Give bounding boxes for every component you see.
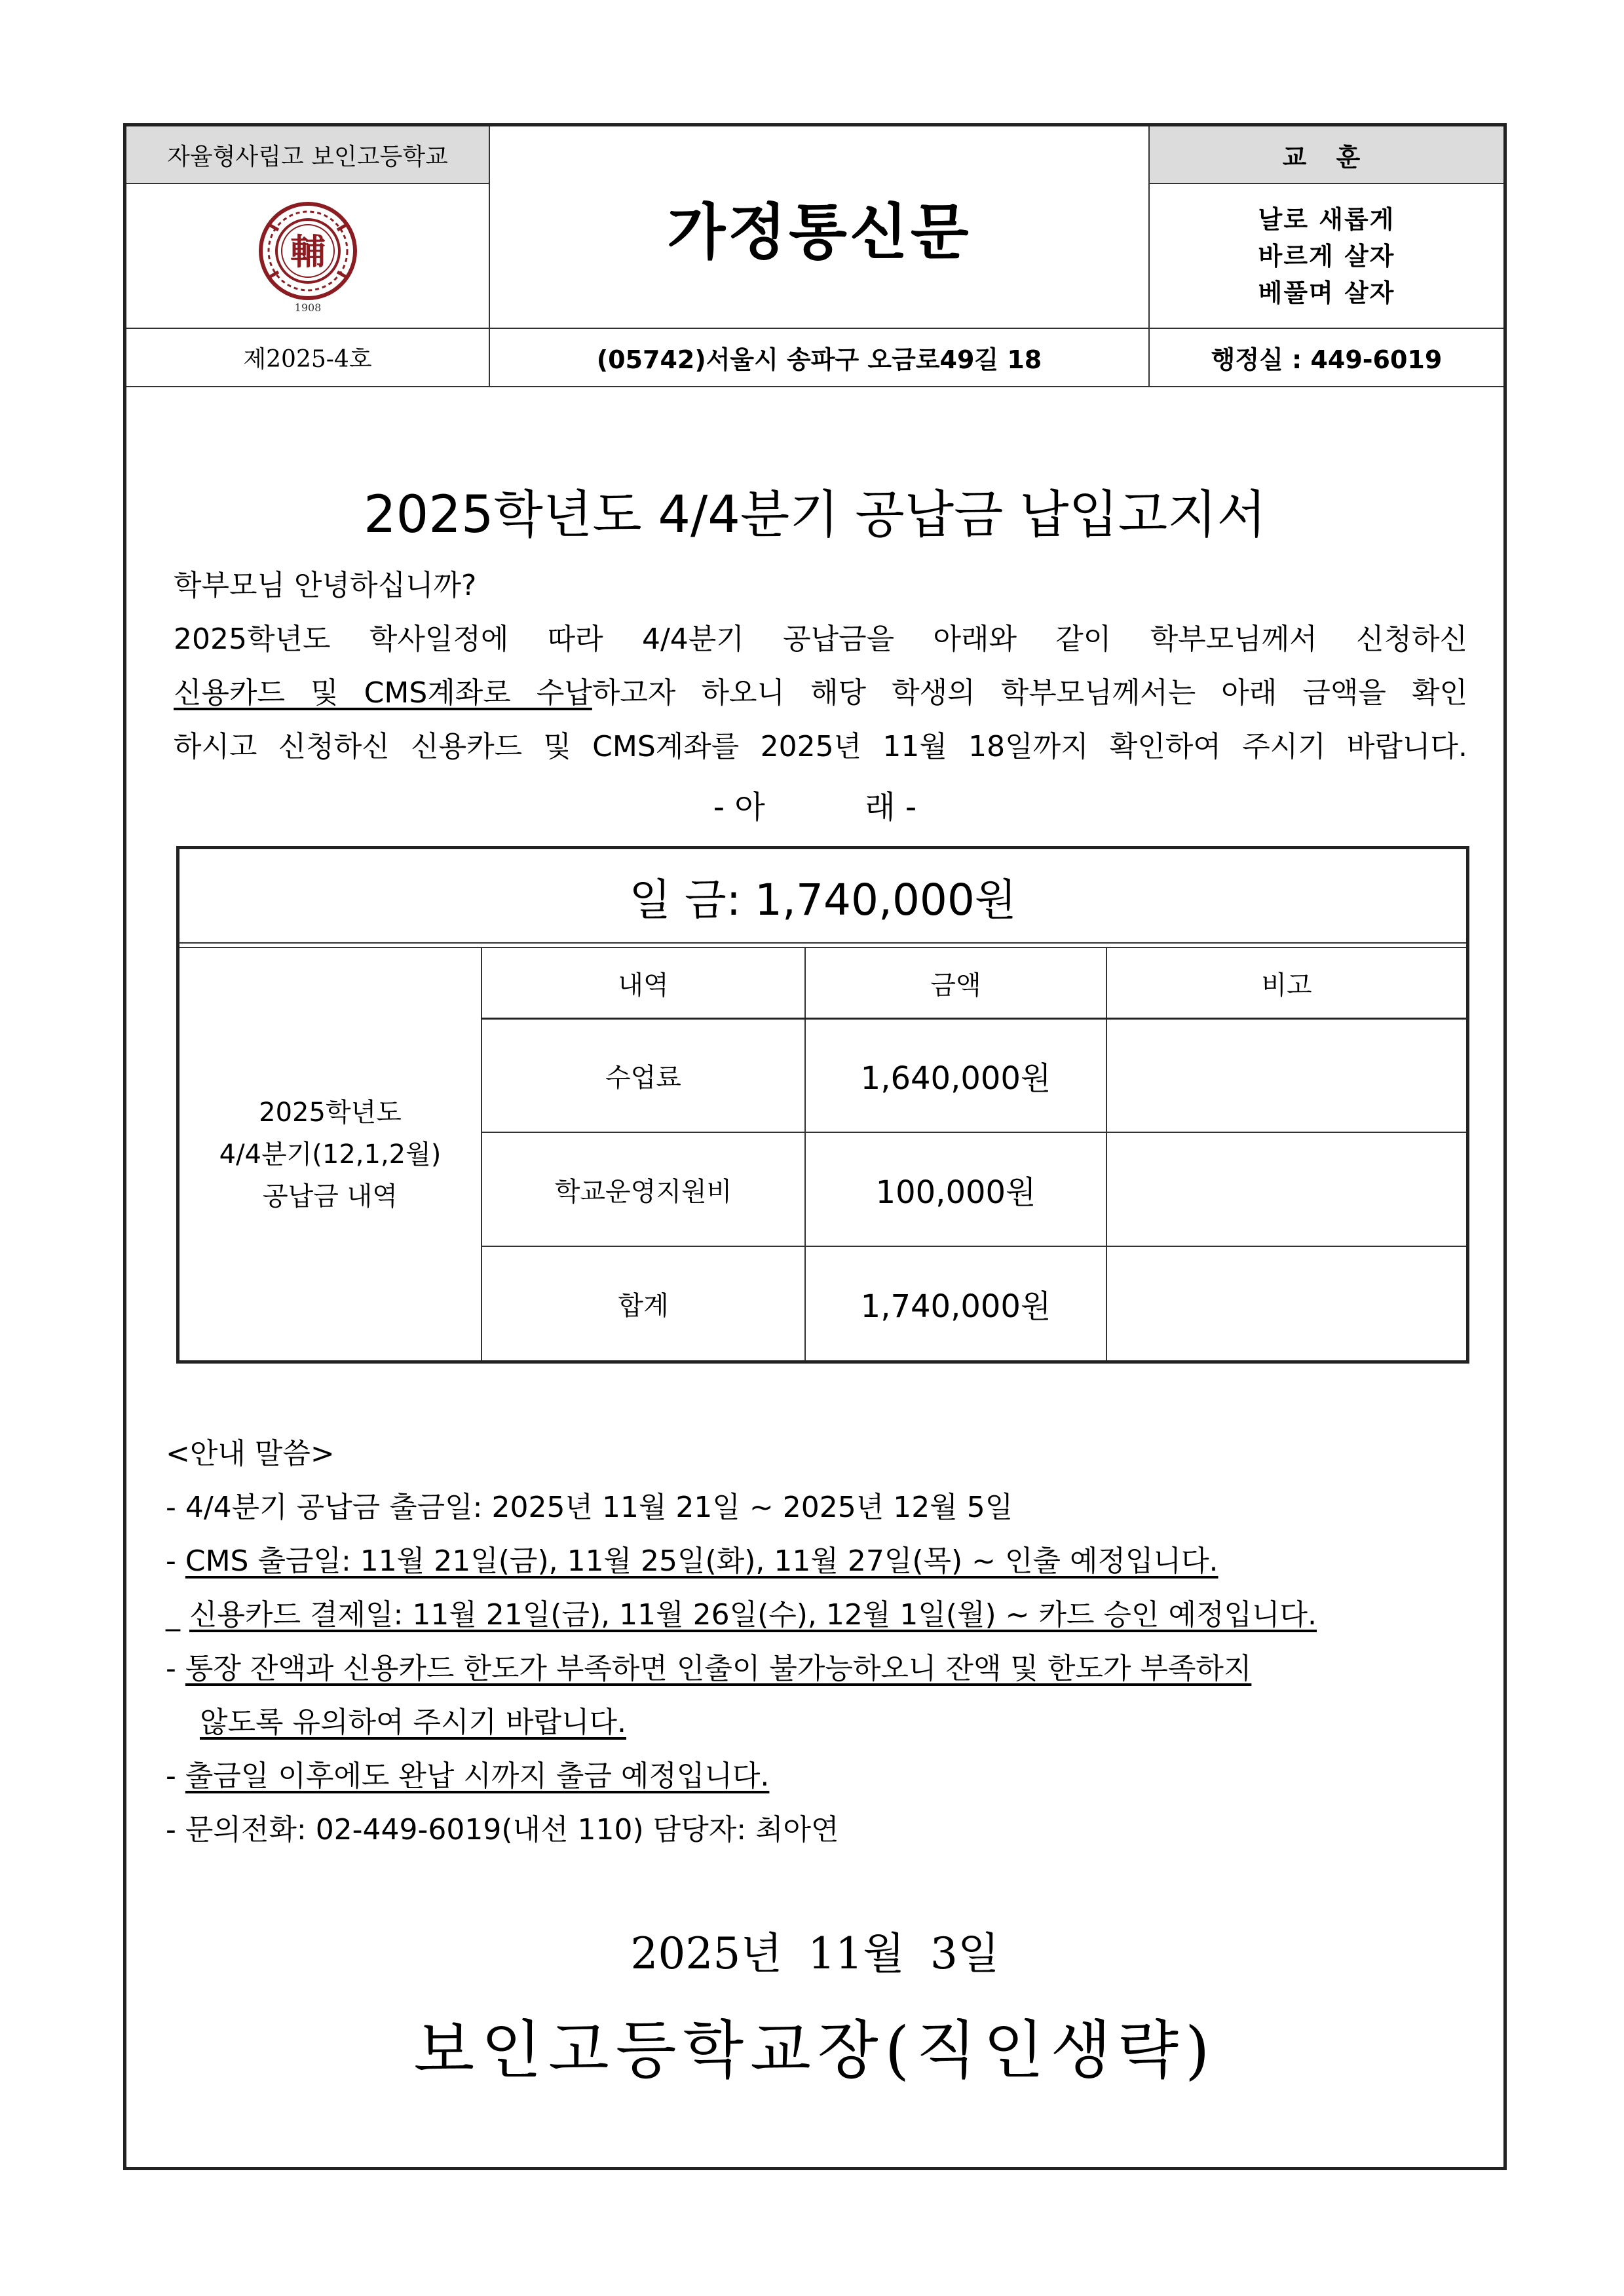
col-header-note: 비고 (1261, 970, 1312, 1001)
issue-number: 제2025-4호 (243, 346, 372, 373)
emblem-char: 輔 (290, 230, 326, 273)
issue-date: 2025년 11월 3일 (630, 1928, 1000, 1979)
table-cell-item: 합계 (618, 1291, 669, 1321)
body-line-2 (174, 666, 1467, 720)
table-cell-note (1107, 1247, 1466, 1360)
guide-line (166, 1642, 1476, 1696)
guide-section (166, 1427, 1476, 1857)
below-label: - 아 래 - (713, 789, 917, 826)
body-line-2-rest: 하고자 하오니 해당 학생의 학부모님께서는 아래 금액을 확인 (592, 676, 1467, 710)
total-amount: 일 금: 1,740,000원 (629, 874, 1017, 925)
guide-bullet: - (166, 1759, 185, 1793)
guide-underlined: 않도록 유의하여 주시기 바랍니다. (200, 1706, 626, 1739)
guide-line (166, 1750, 1476, 1803)
school-emblem-icon (252, 199, 364, 314)
table-cell-note (1107, 1133, 1466, 1246)
row-group-label (179, 948, 481, 1360)
table-cell-item: 학교운영지원비 (554, 1176, 732, 1207)
row-group-line: 4/4분기(12,1,2월) (219, 1139, 442, 1170)
table-cell-item: 수업료 (605, 1063, 681, 1093)
motto-line: 날로 새롭게 (1258, 204, 1395, 234)
letterhead (126, 126, 1503, 387)
body-line-3: 하시고 신청하신 신용카드 및 CMS계좌를 2025년 11월 18일까지 확인하여 주시기 바랍니다. (174, 730, 1467, 763)
school-address: (05742)서울시 송파구 오금로49길 18 (596, 345, 1042, 374)
motto (1150, 184, 1503, 328)
table-cell-amount: 1,740,000원 (860, 1288, 1051, 1325)
body-underlined: 신용카드 및 CMS계좌로 수납 (174, 676, 592, 710)
school-type-label: 자율형사립고 보인고등학교 (126, 126, 489, 183)
guide-heading: <안내 말씀> (166, 1437, 335, 1470)
guide-bullet: - (166, 1544, 185, 1578)
guide-bullet: - (166, 1652, 185, 1685)
row-group-line: 2025학년도 (259, 1097, 402, 1128)
guide-underlined: 통장 잔액과 신용카드 한도가 부족하면 인출이 불가능하오니 잔액 및 한도가 부족하지 (185, 1652, 1252, 1685)
table-cell-amount: 100,000원 (875, 1174, 1036, 1211)
motto-line: 바르게 살자 (1258, 241, 1395, 271)
office-phone: 행정실 : 449-6019 (1211, 345, 1443, 374)
notice-title: 2025학년도 4/4분기 공납금 납입고지서 (364, 486, 1266, 545)
amount-table (176, 846, 1469, 1364)
table-cell-amount: 1,640,000원 (860, 1060, 1051, 1097)
table-cell-note (1107, 1020, 1466, 1132)
guide-underlined: 출금일 이후에도 완납 시까지 출금 예정입니다. (185, 1759, 770, 1793)
emblem-year: 1908 (294, 301, 321, 314)
motto-heading: 교 훈 (1150, 126, 1503, 183)
guide-line (166, 1535, 1476, 1588)
guide-bullet: _ (166, 1598, 189, 1632)
row-group-line: 공납금 내역 (263, 1181, 398, 1212)
guide-line: - 4/4분기 공납금 출금일: 2025년 11월 21일 ~ 2025년 12월 5일 (166, 1491, 1013, 1524)
greeting: 학부모님 안녕하십니까? (174, 569, 477, 602)
guide-line: - 문의전화: 02-449-6019(내선 110) 담당자: 최아연 (166, 1813, 839, 1846)
col-header-item: 내역 (618, 970, 669, 1001)
logo-cell (126, 184, 489, 328)
body-line-1: 2025학년도 학사일정에 따라 4/4분기 공납금을 아래와 같이 학부모님께서 신청하신 (174, 622, 1467, 656)
guide-underlined: CMS 출금일: 11월 21일(금), 11월 25일(화), 11월 27일(목) ~ 인출 예정입니다. (185, 1544, 1218, 1578)
motto-line: 베풀며 살자 (1258, 278, 1395, 307)
guide-underlined: 신용카드 결제일: 11월 21일(금), 11월 26일(수), 12월 1일(월) ~ 카드 승인 예정입니다. (189, 1598, 1317, 1632)
newsletter-frame (123, 123, 1507, 2170)
principal-signature: 보인고등학교장(직인생략) (413, 2014, 1217, 2087)
guide-line (166, 1696, 1476, 1750)
notice-body (174, 613, 1467, 774)
col-header-amount: 금액 (930, 970, 981, 1001)
guide-line (166, 1588, 1476, 1642)
newsletter-title: 가정통신문 (667, 197, 972, 267)
